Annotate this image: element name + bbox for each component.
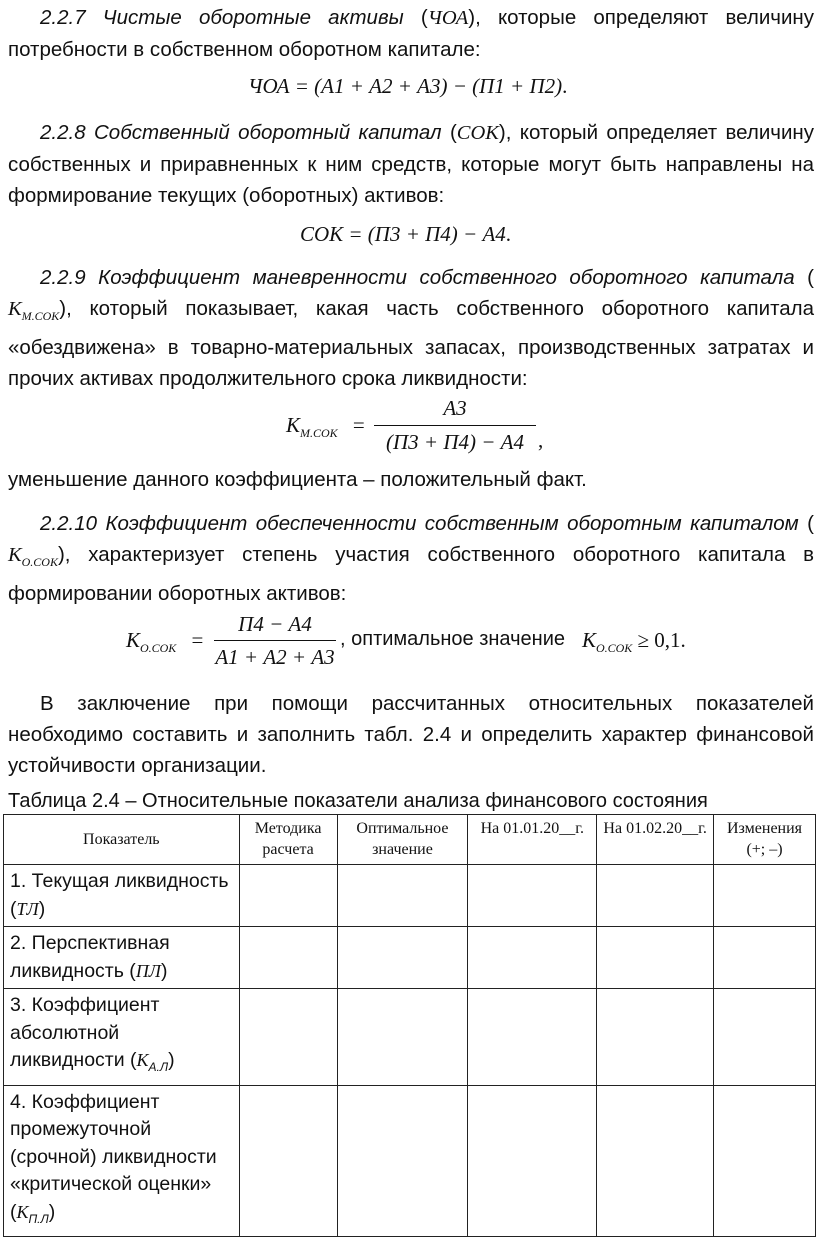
- coef-symbol: $К_{М.СОК}$: [8, 298, 60, 323]
- header-changes: Изменения (+; –): [714, 815, 816, 865]
- table-row: [4, 927, 816, 989]
- financial-indicators-table: [3, 814, 816, 1237]
- coef-symbol: $К_{О.СОК}$: [8, 544, 58, 569]
- section-title: Коэффициент обеспеченности собственным оборотным капиталом: [105, 512, 799, 535]
- km-sok-denominator: (П3 + П4) − А4: [386, 430, 524, 454]
- paragraph-2-2-8: 2.2.8 Собственный оборотный капитал (СОК), который определяет величину собственных и приравненных к ним средств, которые могут быть направлены на формирование текущих (оборотных) активов:: [8, 121, 814, 207]
- table-caption: Таблица 2.4 – Относительные показатели анализа финансового состояния: [8, 790, 708, 812]
- abbr-symbol: ЧОА: [427, 7, 469, 29]
- row-label: 2. Перспективная ликвидность (ПЛ): [4, 927, 240, 989]
- km-sok-fraction-line: [374, 425, 536, 426]
- formula-sok: СОК = (П3 + П4) − А4.: [300, 222, 512, 246]
- section-title: Чистые оборотные активы: [102, 6, 404, 29]
- ko-sok-numerator: П4 − А4: [238, 612, 312, 636]
- section-text: которые определяют величину потребности в собственном оборотном капитале:: [8, 6, 814, 61]
- km-sok-comma: ,: [538, 428, 544, 452]
- km-sok-numerator: А3: [443, 396, 467, 420]
- header-date-2: На 01.02.20__г.: [597, 815, 714, 865]
- table-row: [4, 989, 816, 1086]
- paragraph-2-2-9: 2.2.9 Коэффициент маневренности собственного оборотного капитала ( $К_{М.СОК}$), который показывает, какая часть собственного оборотного капитала «обездвижена» в товарно-материальных запасах, производственных затратах и прочих активах продолжительного срока ликвидности:: [8, 266, 814, 390]
- section-title: Собственный оборотный капитал: [93, 121, 442, 144]
- formula-ko-sok-lhs: $К_{О.СОК}$ =: [126, 628, 204, 655]
- km-sok-note: уменьшение данного коэффициента – положительный факт.: [8, 468, 587, 491]
- abbr-symbol: СОК: [456, 122, 499, 144]
- paragraph-2-2-7: 2.2.7 Чистые оборотные активы (ЧОА), которые определяют величину потребности в собственном оборотном капитале:: [8, 6, 814, 61]
- section-title: Коэффициент маневренности собственного оборотного капитала: [98, 266, 795, 289]
- header-date-1: На 01.01.20__г.: [468, 815, 597, 865]
- section-text: который определяет величину собственных и приравненных к ним средств, которые могут быть направлены на формирование текущих (оборотных) активов:: [8, 121, 814, 207]
- section-text: характеризует степень участия собственного оборотного капитала в формировании оборотных активов:: [8, 543, 815, 605]
- section-number: 2.2.8: [40, 121, 86, 144]
- section-number: 2.2.7: [40, 6, 86, 29]
- section-number: 2.2.10: [40, 512, 97, 535]
- table-header-row: [4, 815, 816, 865]
- ko-sok-denominator: А1 + А2 + А3: [215, 645, 335, 669]
- conclusion-paragraph: В заключение при помощи рассчитанных относительных показателей необходимо составить и заполнить табл. 2.4 и определить характер финансовой устойчивости организации.: [8, 692, 814, 777]
- ko-sok-optimal-text: , оптимальное значение: [340, 628, 565, 650]
- section-text: который показывает, какая часть собственного оборотного капитала «обездвижена» в товарно-материальных запасах, производственных затратах и прочих активах продолжительного срока ликвидности:: [8, 297, 814, 390]
- ko-sok-fraction-line: [214, 640, 336, 641]
- ko-sok-optimal: $К_{О.СОК} \ge 0,1$.: [582, 628, 686, 655]
- row-label: 1. Текущая ликвидность (ТЛ): [4, 865, 240, 927]
- paragraph-2-2-10: 2.2.10 Коэффициент обеспеченности собственным оборотным капиталом ( $К_{О.СОК}$), характеризует степень участия собственного оборотного капитала в формировании оборотных активов:: [8, 512, 815, 605]
- row-label: 3. Коэффициент абсолютной ликвидности $(К_{А.Л})$: [4, 989, 240, 1086]
- table-row: [4, 1085, 816, 1237]
- formula-km-sok-lhs: $К_{М.СОК}$ =: [286, 413, 365, 440]
- table-row: [4, 865, 816, 927]
- header-method: Методика расчета: [239, 815, 337, 865]
- header-optimal: Оптимальное значение: [337, 815, 468, 865]
- header-indicator: Показатель: [4, 815, 240, 865]
- row-label: 4. Коэффициент промежуточной (срочной) ликвидности «критической оценки» $(К_{П.Л})$: [4, 1085, 240, 1237]
- section-number: 2.2.9: [40, 266, 86, 289]
- formula-choa: ЧОА = (А1 + А2 + А3) − (П1 + П2).: [248, 74, 568, 98]
